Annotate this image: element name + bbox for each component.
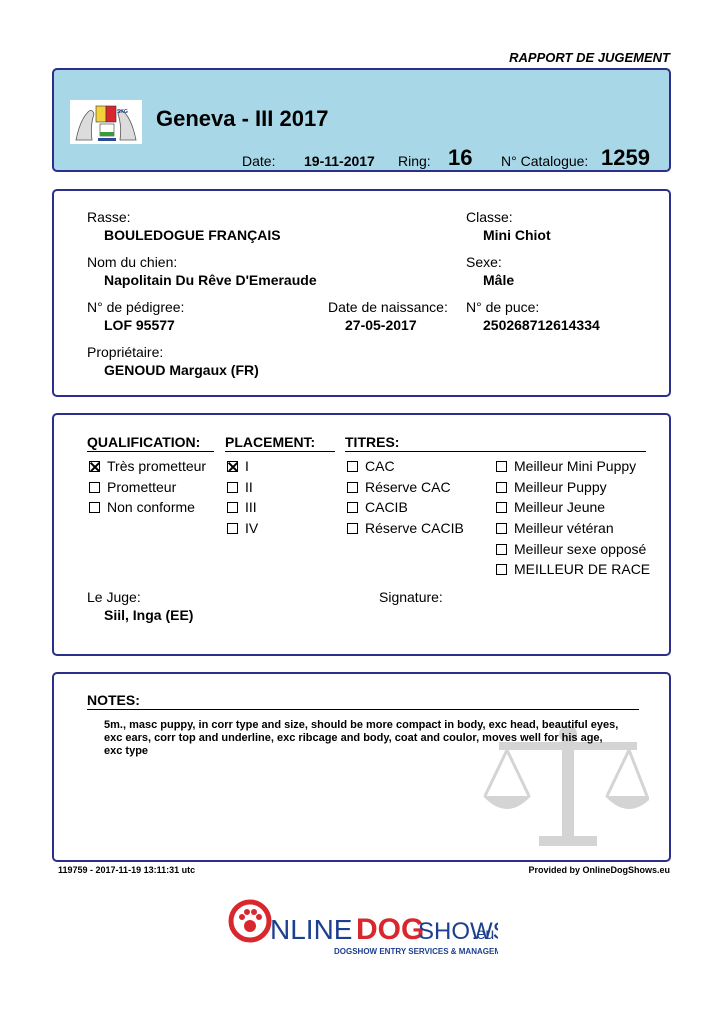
checkbox-icon[interactable] [496, 523, 507, 534]
provided-by: Provided by OnlineDogShows.eu [528, 865, 670, 875]
checkbox-icon[interactable] [347, 482, 358, 493]
judge-label: Le Juge: [87, 589, 141, 605]
catalogue-label: N° Catalogue: [501, 153, 589, 169]
award-option[interactable]: Meilleur Puppy [496, 479, 607, 495]
date-value: 19-11-2017 [304, 153, 375, 169]
dog-name-value: Napolitain Du Rêve D'Emeraude [104, 272, 317, 288]
title-option[interactable]: Réserve CAC [347, 479, 451, 495]
chip-label: N° de puce: [466, 299, 540, 315]
sex-label: Sexe: [466, 254, 502, 270]
pedigree-label: N° de pédigree: [87, 299, 185, 315]
owner-value: GENOUD Margaux (FR) [104, 362, 259, 378]
sex-value: Mâle [483, 272, 515, 288]
placement-option[interactable]: I [227, 458, 249, 474]
qualification-heading: QUALIFICATION: [87, 434, 201, 450]
ring-label: Ring: [398, 153, 431, 169]
checkbox-icon[interactable] [347, 461, 358, 472]
logo-tagline: DOGSHOW ENTRY SERVICES & MANAGEM [334, 947, 498, 956]
qualification-option[interactable]: Prometteur [89, 479, 176, 495]
qualification-option[interactable]: Très prometteur [89, 458, 206, 474]
onlinedogshows-logo [228, 893, 498, 961]
class-label: Classe: [466, 209, 513, 225]
checkbox-icon[interactable] [347, 502, 358, 513]
logo-part1: NLINE [270, 914, 353, 945]
checkbox-checked-icon[interactable] [89, 461, 100, 472]
checkbox-icon[interactable] [227, 482, 238, 493]
placement-option[interactable]: II [227, 479, 253, 495]
award-option[interactable]: Meilleur Jeune [496, 499, 605, 515]
notes-panel [52, 672, 671, 862]
checkbox-icon[interactable] [347, 523, 358, 534]
placement-option[interactable]: IV [227, 520, 258, 536]
ring-value: 16 [448, 145, 473, 170]
pedigree-value: LOF 95577 [104, 317, 175, 333]
signature-label: Signature: [379, 589, 443, 605]
birth-date-value: 27-05-2017 [345, 317, 417, 333]
checkbox-icon[interactable] [89, 482, 100, 493]
geneva-crest-logo [70, 100, 142, 144]
report-id-timestamp: 119759 - 2017-11-19 13:11:31 utc [58, 865, 196, 875]
award-option[interactable]: Meilleur sexe opposé [496, 541, 646, 557]
owner-label: Propriétaire: [87, 344, 164, 360]
birth-date-label: Date de naissance: [328, 299, 448, 315]
checkbox-icon[interactable] [227, 523, 238, 534]
award-option[interactable]: MEILLEUR DE RACE [496, 561, 650, 577]
breed-label: Rasse: [87, 209, 131, 225]
checkbox-icon[interactable] [496, 502, 507, 513]
checkbox-icon[interactable] [496, 564, 507, 575]
checkbox-icon[interactable] [496, 461, 507, 472]
date-label: Date: [242, 153, 276, 169]
dog-name-label: Nom du chien: [87, 254, 178, 270]
catalogue-value: 1259 [601, 145, 650, 170]
judging-panel [52, 413, 671, 656]
dog-info-panel [52, 189, 671, 397]
breed-value: BOULEDOGUE FRANÇAIS [104, 227, 281, 243]
logo-part3: SHOW [418, 918, 493, 945]
checkbox-icon[interactable] [496, 482, 507, 493]
chip-value: 250268712614334 [483, 317, 600, 333]
report-title: RAPPORT DE JUGEMENT [509, 50, 670, 65]
judge-value: Siil, Inga (EE) [104, 607, 194, 623]
title-option[interactable]: CAC [347, 458, 395, 474]
class-value: Mini Chiot [483, 227, 551, 243]
qualification-option[interactable]: Non conforme [89, 499, 195, 515]
logo-part4: .eu [472, 926, 495, 943]
award-option[interactable]: Meilleur Mini Puppy [496, 458, 636, 474]
checkbox-checked-icon[interactable] [227, 461, 238, 472]
titles-heading: TITRES: [345, 434, 400, 450]
placement-option[interactable]: III [227, 499, 257, 515]
title-option[interactable]: CACIB [347, 499, 408, 515]
placement-heading: PLACEMENT: [225, 434, 316, 450]
crest-text: SKG [117, 109, 128, 115]
notes-text: 5m., masc puppy, in corr type and size, should be more compact in body, exc head, beautiful eyes, exc ears, corr top and underline, exc ribcage and body, coat and coulor, moves well for his age, exc type [104, 719, 619, 757]
title-option[interactable]: Réserve CACIB [347, 520, 464, 536]
checkbox-icon[interactable] [496, 544, 507, 555]
notes-heading: NOTES: [87, 692, 140, 708]
award-option[interactable]: Meilleur vétéran [496, 520, 614, 536]
logo-part2: DOG [356, 913, 425, 946]
show-header [52, 68, 671, 172]
checkbox-icon[interactable] [227, 502, 238, 513]
checkbox-icon[interactable] [89, 502, 100, 513]
show-title: Geneva - III 2017 [156, 106, 329, 131]
